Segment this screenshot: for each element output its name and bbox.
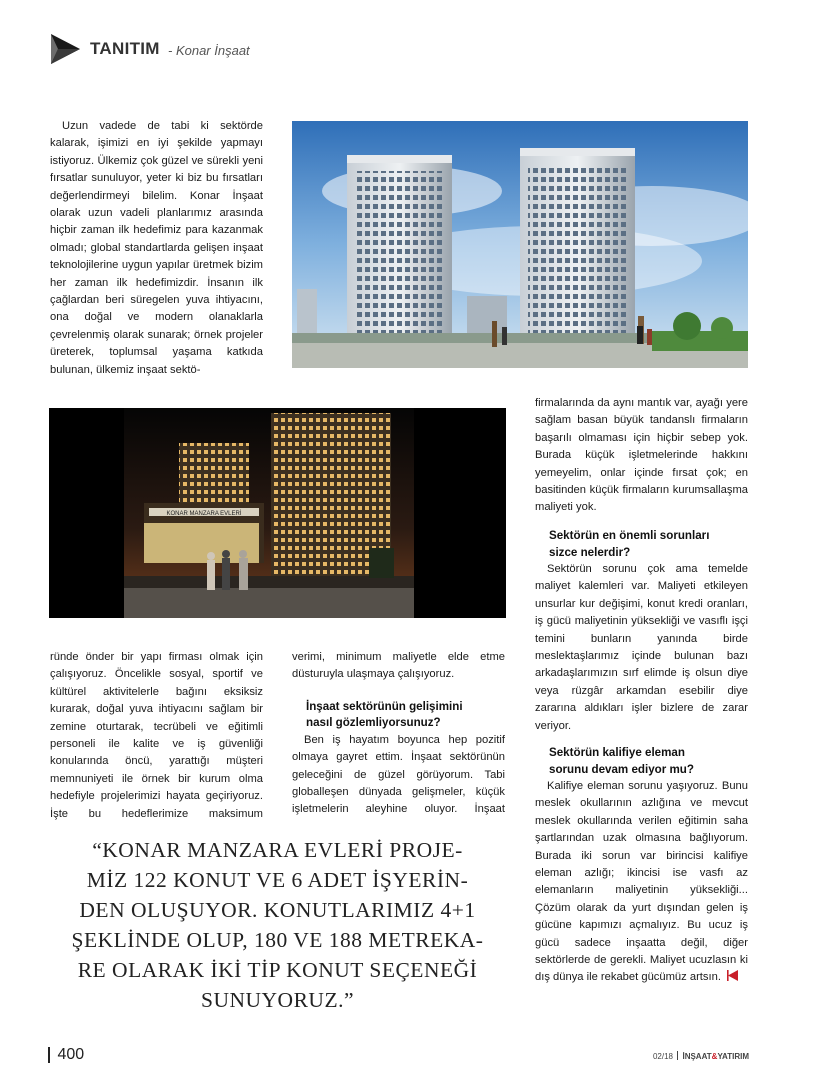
col3-section-1 (535, 528, 748, 735)
paragraph: Ben iş hayatım boyunca hep pozitif olmaya gayret ettim. İnşaat sektörünün geleceğini de güzel görüyorum. Tabi globalleşen dünyada gelişmeler, küçük işletmelerin aleyhine oluyor. İnşaat (292, 733, 505, 816)
col2-text (292, 649, 505, 819)
quote-line: ŞEKLİNDE OLUP, 180 VE 188 METREKA- (71, 928, 484, 952)
paragraph-text: Kalifiye eleman sorunu yaşıyoruz. Bunu meslek okullarının azlığına ve mevcut meslek okullarında verilen eğitimin saha şartlarından uzak olmasına bağlıyorum. Burada iki sorun var birincisi kalifiye eleman azlığı; ikincisi ise vasfı az elemanların maliyetinin yüksekliği... Çözüm olarak da yurt dışından gelen iş gücüne kapımızı açmalıyız. Bu ucuz iş gücü sadece inşaatta değil, diğer sektörlerde de gerekli. Maliyet ucuzlasın ki dış dünya ile rekabet gücümüz artsın. (535, 780, 748, 984)
page-number-bar (48, 1047, 50, 1063)
play-logo-icon (48, 32, 82, 66)
quote-line: SUNUYORUZ.” (200, 988, 354, 1012)
pull-quote (50, 835, 505, 1015)
paragraph: verimi, minimum maliyetle elde etme düsturuyla ulaşmaya çalışıyoruz. (292, 651, 505, 681)
paragraph: Uzun vadede de tabi ki sektörde kalarak, işimizi en iyi şekilde yapmayı istiyoruz. Ülkemiz çok güzel ve sürekli yeni fırsatlar sunuluyor, yeter ki biz bu fırsatları değerlendirmeyi bilelim. Konar İnşaat olarak uzun vadeli planlarımız arasında hiçbir zaman ilk hedefimiz para kazanmak olmadı; global standartlarda gelişen inşaat teknolojilerine uygun yapılar üretmek bizim her zaman ilk hedefimizdir. İnsanın ilk çağlardan beri süregelen yuva ihtiyacını, ona doğal ve modern olanaklarla çevrelenmiş olarak sunarak; örnek projeler üreterek, toplumsal yaşama katkıda bulunan, ülkemiz inşaat sektö- (50, 120, 263, 376)
paragraph: ründe önder bir yapı firması olmak için çalışıyoruz. Öncelikle sosyal, sportif ve kültürel aktivitelerle bağını eksiksiz kurarak, doğal yuva ihtiyacını sağlam bir zemine oturtarak, tecrübeli ve eğitimli personeli ile kalite ve iş güvenliği konularında öncü, yarattığı müşteri memnuniyeti ile örnek bir kurum olma hedefiyle projelerimizi hayata geçiriyoruz. İşte bu hedeflerimize maksimum (50, 651, 263, 820)
section-title: TANITIM (90, 39, 160, 58)
question-heading: Sektörün kalifiye eleman sorunu devam ediyor mu? (549, 746, 694, 776)
header (48, 32, 348, 68)
answer-text (535, 561, 748, 735)
question-heading: İnşaat sektörünün gelişimini nasıl gözlemliyorsunuz? (306, 699, 463, 730)
col3-section-2 (535, 745, 748, 987)
night-sign-text: KONAR MANZARA EVLERİ (166, 511, 242, 517)
page-number: 400 (57, 1046, 85, 1063)
col1-top-text (50, 118, 263, 379)
question-heading: Sektörün en önemli sorunları sizce nelerdir? (549, 529, 710, 559)
col3-top-text (535, 395, 748, 517)
magazine-name-left: İNŞAAT (682, 1052, 712, 1061)
section-subtitle: - Konar İnşaat (168, 43, 250, 58)
col1-bottom-text (50, 649, 263, 823)
quote-line: RE OLARAK İKİ TİP KONUT SEÇENEĞİ (77, 958, 478, 982)
quote-line: DEN OLUŞUYOR. KONUTLARIMIZ 4+1 (79, 898, 476, 922)
paragraph (535, 778, 748, 987)
answer-text (292, 732, 505, 819)
end-mark-icon (727, 970, 739, 981)
night-building-photo (49, 408, 506, 618)
paragraph: Sektörün sorunu çok ama temelde maliyet kalemleri var. Maliyeti etkileyen unsurlar kur değişimi, konut kredi oranları, iş gücü maliyetinin yüksekliği ve vasıflı işçi temini bunların yanında birde meslektaşlarımız içinde bulunan bazı arkadaşlarımızın sırf elimde iş olsun diye veya rüzgâr arkamdan esebilir diye zararına aldıkları işler bizlere de zarar veriyor. (535, 563, 748, 732)
daytime-building-photo (292, 121, 748, 368)
footer-page-number (48, 1046, 84, 1066)
issue-date: 02/18 (652, 1052, 673, 1061)
quote-line: MİZ 122 KONUT VE 6 ADET İŞYERİN- (86, 868, 469, 892)
night-render-image (49, 408, 506, 618)
footer-divider (677, 1051, 678, 1060)
col2-top-block (292, 649, 505, 684)
paragraph: firmalarında da aynı mantık var, ayağı yere sağlam basan büyük tandanslı firmaların başarılı olmaması için hiçbir sebep yok. Burada küçük işletmelerinde hakkını yemeyelim, onlar içinde fırsat çok; en basitinden küçük firmaların kurumsallaşma maliyeti yok. (535, 397, 748, 514)
footer-magazine (653, 1051, 749, 1061)
magazine-name-amp: & (711, 1052, 718, 1061)
quote-line: “KONAR MANZARA EVLERİ PROJE- (92, 838, 463, 862)
magazine-name-right: YATIRIM (717, 1052, 749, 1061)
answer-text (535, 778, 748, 987)
daytime-render-image (292, 121, 748, 368)
